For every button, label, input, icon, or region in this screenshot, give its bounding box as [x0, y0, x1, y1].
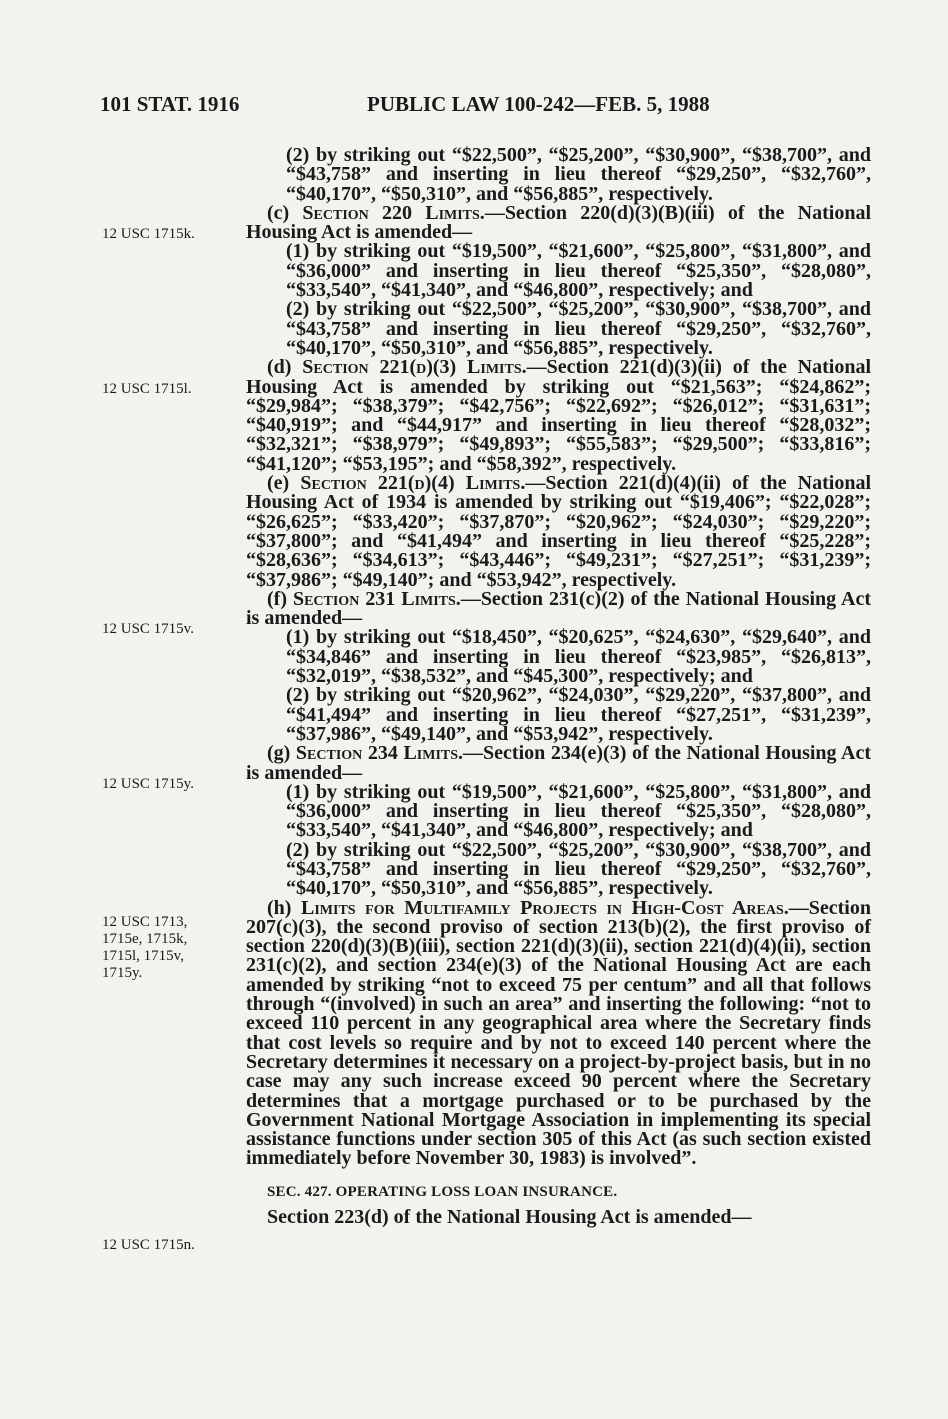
subsection-label: (f)	[267, 587, 293, 610]
subsection-label: (e)	[267, 472, 301, 495]
subsection-c	[246, 201, 871, 244]
margin-note-multi	[102, 914, 187, 982]
subsection-text: —Section 221(d)(3)(ii) of the National Housing Act is amended by striking out “$21,563”; “$24,862”; “$29,984”; “$38,379”; “$42,756”; “$22,692”; “$26,012”; “$31,631”; “$40,919”; and “$44,917” and inserting in lieu thereof “$28,032”; “$32,321”; “$38,979”; “$49,893”; “$55,583”; “$29,500”; “$33,816”; “$41,120”; “$53,195”; and “$58,392”, respectively.	[246, 356, 872, 475]
statute-body	[246, 146, 871, 1227]
statute-page-citation: 101 STAT. 1916	[100, 92, 240, 116]
subsection-label: (g)	[267, 742, 296, 765]
margin-note-line: 1715e, 1715k,	[102, 931, 188, 947]
margin-note-line: 1715y.	[102, 965, 143, 981]
subsection-text: —Section 221(d)(4)(ii) of the National Housing Act of 1934 is amended by striking out “$19,406”; “$22,028”; “$26,625”; “$33,420”; “$37,870”; “$20,962”; “$24,030”; “$29,220”; “$37,800”; and “$41,494” and inserting in lieu thereof “$25,228”; “$28,636”; “$34,613”; “$43,446”; “$49,231”; “$27,251”; “$31,239”; “$37,986”; “$49,140”; and “$53,942”, respectively.	[246, 472, 872, 591]
section-427-heading: SEC. 427. OPERATING LOSS LOAN INSURANCE.	[267, 1183, 618, 1200]
subsection-text: —Section 234(e)(3) of the National Housing Act is amended—	[246, 742, 872, 784]
subsection-f	[246, 587, 871, 630]
subsection-label: (c)	[267, 201, 303, 224]
page-header	[100, 92, 880, 122]
subsection-label: (d)	[267, 356, 303, 379]
margin-note-1715n: 12 USC 1715n.	[102, 1237, 195, 1253]
subsection-g	[246, 744, 871, 783]
subsection-heading: Section 220 Limits.	[302, 201, 485, 224]
subsection-g-para-2: (2) by striking out “$22,500”, “$25,200”, “$30,900”, “$38,700”, and “$43,758” and inserting in lieu thereof “$29,250”, “$32,760”, “$40,170”, “$50,310”, and “$56,885”, respectively.	[286, 838, 871, 900]
section-427-text: Section 223(d) of the National Housing Act is amended—	[267, 1206, 752, 1229]
subsection-heading: Section 234 Limits.	[295, 742, 464, 765]
public-law-title: PUBLIC LAW 100-242—FEB. 5, 1988	[367, 92, 710, 116]
margin-note-line: 12 USC 1713,	[102, 914, 188, 930]
subsection-c-para-1: (1) by striking out “$19,500”, “$21,600”, “$25,800”, “$31,800”, and “$36,000” and inserting in lieu thereof “$25,350”, “$28,080”, “$33,540”, “$41,340”, and “$46,800”, respectively; and	[286, 240, 871, 302]
margin-note-1715y: 12 USC 1715y.	[102, 776, 194, 792]
subsection-heading: Section 221(d)(4) Limits.	[300, 472, 526, 495]
subsection-f-para-1: (1) by striking out “$18,450”, “$20,625”, “$24,630”, “$29,640”, and “$34,846” and inserting in lieu thereof “$23,985”, “$26,813”, “$32,019”, “$38,532”, and “$45,300”, respectively; and	[286, 626, 871, 688]
margin-note-line: 1715l, 1715v,	[102, 948, 184, 964]
subsection-label: (h)	[267, 896, 302, 919]
margin-note-1715l: 12 USC 1715l.	[102, 381, 192, 397]
subsection-text: —Section 220(d)(3)(B)(iii) of the National Housing Act is amended—	[246, 201, 871, 244]
subsection-f-para-2: (2) by striking out “$20,962”, “$24,030”, “$29,220”, “$37,800”, and “$41,494” and inserting in lieu thereof “$27,251”, “$31,239”, “$37,986”, “$49,140”, and “$53,942”, respectively.	[286, 684, 871, 745]
subsection-h	[246, 896, 871, 1170]
subsection-heading: Limits for Multifamily Projects in High-Cost Areas.	[301, 896, 789, 919]
subsection-d	[246, 358, 871, 474]
subsection-e	[246, 474, 871, 590]
subsection-text: —Section 207(c)(3), the second proviso of section 213(b)(2), the first proviso of section 220(d)(3)(B)(iii), section 221(d)(3)(ii), section 221(d)(4)(ii), section 231(c)(2), and section 234(e)(3) of the National Housing Act are each amended by striking “not to exceed 75 per centum” and all that follows through “(involved) in such an area” and inserting the following: “not to exceed 110 percent in any geographical area where the Secretary finds that cost levels so require and by not to exceed 140 percent where the Secretary determines it necessary on a project-by-project basis, but in no case may any such increase exceed 90 percent where the Secretary determines that a mortgage purchased or to be purchased by the Government National Mortgage Association in implementing its special assistance functions under section 305 of this Act (as such section existed immediately before November 30, 1983) is involved”.	[246, 896, 871, 1170]
subsection-heading: Section 221(d)(3) Limits.	[302, 356, 527, 379]
subsection-text: —Section 231(c)(2) of the National Housing Act is amended—	[246, 587, 871, 630]
margin-note-1715v: 12 USC 1715v.	[102, 621, 194, 637]
subsection-c-para-2: (2) by striking out “$22,500”, “$25,200”, “$30,900”, “$38,700”, and “$43,758” and inserting in lieu thereof “$29,250”, “$32,760”, “$40,170”, “$50,310”, and “$56,885”, respectively.	[286, 298, 871, 359]
subsection-b-para-2: (2) by striking out “$22,500”, “$25,200”, “$30,900”, “$38,700”, and “$43,758” and inserting in lieu thereof “$29,250”, “$32,760”, “$40,170”, “$50,310”, and “$56,885”, respectively.	[286, 144, 871, 205]
margin-note-1715k: 12 USC 1715k.	[102, 226, 195, 242]
subsection-heading: Section 231 Limits.	[292, 587, 461, 610]
subsection-g-para-1: (1) by striking out “$19,500”, “$21,600”, “$25,800”, “$31,800”, and “$36,000” and inserting in lieu thereof “$25,350”, “$28,080”, “$33,540”, “$41,340”, and “$46,800”, respectively; and	[286, 780, 871, 842]
